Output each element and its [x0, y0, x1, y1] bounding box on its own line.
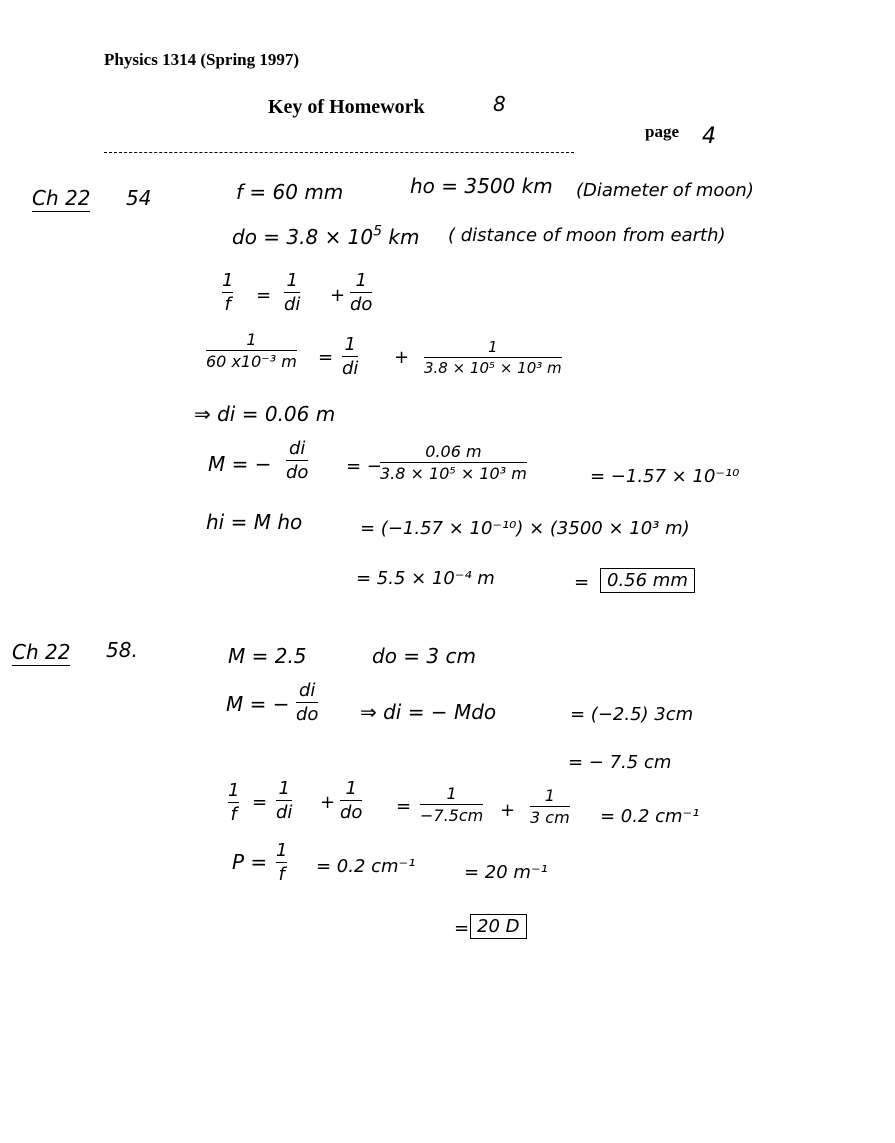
- homework-number: 8: [493, 92, 506, 116]
- lens-eq-value-do-58: 1 3 cm: [530, 786, 570, 827]
- problem-58-chapter: Ch 22: [12, 640, 71, 664]
- lens-eq-value-di-58: 1 −7.5cm: [420, 784, 484, 825]
- image-height-formula: hi = M ho: [206, 510, 303, 534]
- lens-eq-term-di: 1 di: [284, 270, 301, 315]
- lens-eq-equals-58: =: [252, 792, 268, 813]
- lens-eq-plus2-58: +: [500, 800, 516, 821]
- power-ratio: 1 f: [276, 840, 288, 885]
- lens-eq-term-do-58: 1 do: [340, 778, 363, 823]
- problem-58-number: 58.: [106, 638, 138, 662]
- image-height-equals: =: [574, 572, 590, 593]
- image-height-calc: = (−1.57 × 10⁻¹⁰) × (3500 × 10³ m): [360, 518, 690, 539]
- course-title: Physics 1314 (Spring 1997): [104, 50, 300, 69]
- given-object-height: ho = 3500 km: [410, 174, 553, 198]
- page-number: 4: [702, 124, 716, 149]
- object-distance-note: ( distance of moon from earth): [448, 225, 726, 246]
- power-equals: =: [454, 918, 470, 939]
- object-height-note: (Diameter of moon): [576, 180, 754, 201]
- magnification-equals: = −: [346, 456, 382, 477]
- image-distance-result-58: = − 7.5 cm: [568, 752, 672, 773]
- lens-eq-plus-58: +: [320, 792, 336, 813]
- substituted-equals: =: [318, 347, 334, 368]
- image-height-result: = 5.5 × 10⁻⁴ m: [356, 568, 495, 589]
- power-final-answer: 20 D: [470, 914, 527, 939]
- magnification-lhs-58: M = −: [226, 692, 290, 716]
- page-title: Key of Homework: [268, 96, 425, 118]
- solve-image-distance: ⇒ di = − Mdo: [360, 700, 497, 724]
- image-distance-result: ⇒ di = 0.06 m: [194, 402, 336, 426]
- lens-eq-plus: +: [330, 285, 346, 306]
- magnification-ratio: di do: [286, 438, 309, 483]
- lens-eq-result-58: = 0.2 cm⁻¹: [600, 806, 700, 827]
- page-label: page: [645, 122, 679, 141]
- magnification-lhs: M = −: [208, 452, 272, 476]
- magnification-result: = −1.57 × 10⁻¹⁰: [590, 466, 740, 487]
- image-distance-substitution: = (−2.5) 3cm: [570, 704, 694, 725]
- given-object-distance: do = $3.8 \times 10^5$ km: [232, 223, 420, 249]
- header-divider: [104, 152, 574, 153]
- substituted-term-di: 1 di: [342, 334, 359, 379]
- substituted-lhs: 1 60 x10⁻³ m: [206, 330, 297, 371]
- lens-eq-lhs: 1 f: [222, 270, 234, 315]
- lens-eq-term-do: 1 do: [350, 270, 373, 315]
- power-value-m: = 20 m⁻¹: [464, 862, 548, 883]
- given-magnification: M = 2.5: [228, 644, 307, 668]
- magnification-ratio-58: di do: [296, 680, 319, 725]
- magnification-values: 0.06 m 3.8 × 10⁵ × 10³ m: [380, 442, 527, 483]
- power-lhs: P =: [232, 850, 268, 874]
- image-height-final-answer: 0.56 mm: [600, 568, 695, 593]
- substituted-plus: +: [394, 347, 410, 368]
- lens-eq-term-di-58: 1 di: [276, 778, 293, 823]
- lens-eq-lhs-58: 1 f: [228, 780, 240, 825]
- substituted-term-do: 1 3.8 × 10⁵ × 10³ m: [424, 338, 562, 377]
- lens-eq-equals: =: [256, 285, 272, 306]
- problem-54-chapter: Ch 22: [32, 186, 91, 210]
- given-object-distance-58: do = 3 cm: [372, 644, 476, 668]
- power-value-cm: = 0.2 cm⁻¹: [316, 856, 416, 877]
- given-focal-length: f = 60 mm: [236, 180, 344, 204]
- lens-eq-equals2-58: =: [396, 796, 412, 817]
- problem-54-number: 54: [126, 186, 152, 210]
